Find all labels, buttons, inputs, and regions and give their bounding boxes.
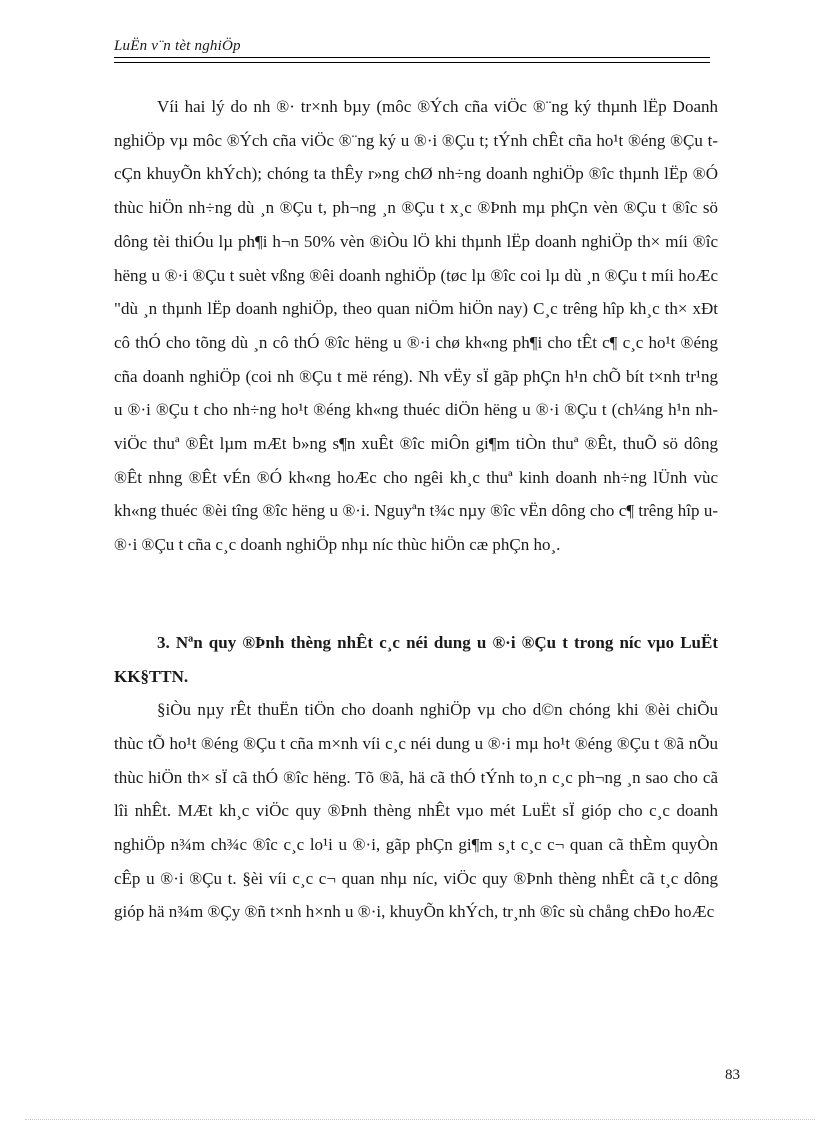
header-double-rule — [114, 57, 710, 63]
footer-dotted-line — [25, 1119, 815, 1120]
body-text — [114, 90, 718, 929]
page-number: 83 — [725, 1067, 740, 1083]
body-paragraph-2: §iÒu nµy rÊt thuËn tiÖn cho doanh nghiÖp vµ cho d©n chóng khi ®èi chiÕu thùc tÕ ho¹t ®éng ®Çu t cña m×nh víi c¸c néi dung u ®·i mµ ho¹t ®éng ®Çu t ®ã nÕu thùc hiÖn th× sÏ cã thÓ ®îc hëng. Tõ ®ã, hä cã thÓ tÝnh to¸n c¸c ph¬ng ¸n sao cho cã lîi nhÊt. MÆt kh¸c viÖc quy ®Þnh thèng nhÊt vµo mét LuËt sÏ gióp cho c¸c doanh nghiÖp n¾m ch¾c ®îc c¸c lo¹i u ®·i, gãp phÇn gi¶m s¸t c¸c c¬ quan cã thÈm quyÒn cÊp u ®·i ®Çu t. §èi víi c¸c c¬ quan nhµ níc, viÖc quy ®Þnh thèng nhÊt cã t¸c dông gióp hä n¾m ®Çy ®ñ t×nh h×nh u ®·i, khuyÕn khÝch, tr¸nh ®îc sù chång chÐo hoÆc — [114, 700, 718, 922]
section-heading: 3. Nªn quy ®Þnh thèng nhÊt c¸c néi dung u ®·i ®Çu t trong níc vµo LuËt KK§TTN. — [114, 632, 718, 686]
body-paragraph-1: Víi hai lý do nh ®· tr×nh bµy (môc ®Ých cña viÖc ®¨ng ký thµnh lËp Doanh nghiÖp vµ môc ®Ých cña viÖc ®¨ng ký u ®·i ®Çu t; tÝnh chÊt cña ho¹t ®éng ®Çu t cÇn khuyÕn khÝch); chóng ta thÊy r»ng chØ nh÷ng doanh nghiÖp ®îc thµnh lËp ®Ó thùc hiÖn nh÷ng dù ¸n ®Çu t, ph¬ng ¸n ®Çu t x¸c ®Þnh mµ phÇn vèn ®Çu t ®îc sö dông tèi thiÓu lµ ph¶i h¬n 50% vèn ®iÒu lÖ khi thµnh lËp doanh nghiÖp th× míi ®îc hëng u ®·i ®Çu t suèt vßng ®êi doanh nghiÖp (tøc lµ ®îc coi lµ dù ¸n ®Çu t míi hoÆc "dù ¸n thµnh lËp doanh nghiÖp, theo quan niÖm hiÖn nay) C¸c trêng hîp kh¸c th× xÐt cô thÓ cho tõng dù ¸n cô thÓ ®îc hëng u ®·i chø kh«ng ph¶i cho tÊt c¶ c¸c ho¹t ®éng cña doanh nghiÖp (coi nh ®Çu t më réng). Nh vËy sÏ gãp phÇn h¹n chÕ bít t×nh tr¹ng u ®·i ®Çu t cho nh÷ng ho¹t ®éng kh«ng thuéc diÖn hëng u ®·i ®Çu t (ch¼ng h¹n nh viÖc thuª ®Êt lµm mÆt b»ng s¶n xuÊt ®îc miÔn gi¶m tiÒn thuª ®Êt, thuÕ sö dông ®Êt nhng ®Êt vÉn ®Ó kh«ng hoÆc cho ngêi kh¸c thuª kinh doanh nh÷ng lÜnh vùc kh«ng thuéc ®èi tîng ®îc hëng u ®·i. Nguyªn t¾c nµy ®îc vËn dông cho c¶ trêng hîp u ®·i ®Çu t cña c¸c doanh nghiÖp nhµ níc thùc hiÖn cæ phÇn ho¸. — [114, 97, 718, 555]
running-header: LuËn v¨n tèt nghiÖp — [114, 38, 241, 54]
